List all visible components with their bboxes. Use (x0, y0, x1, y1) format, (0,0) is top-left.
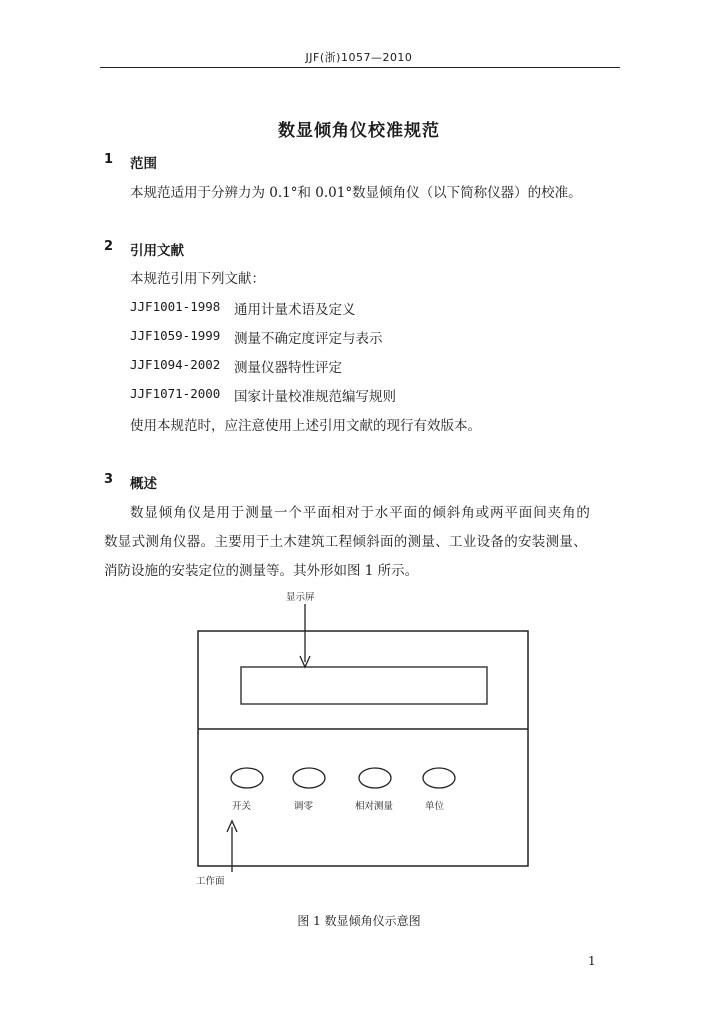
section-1-text: 本规范适用于分辨力为 0.1°和 0.01°数显倾角仪（以下简称仪器）的校准。 (130, 185, 582, 201)
section-3-line-2: 数显式测角仪器。主要用于土木建筑工程倾斜面的测量、工业设备的安装测量、 (104, 534, 587, 550)
figure-caption: 图 1 数显倾角仪示意图 (297, 914, 421, 928)
reference-code: JJF1001-1998 (130, 299, 221, 314)
power-button-label: 开关 (232, 801, 252, 812)
reference-code: JJF1059-1999 (130, 328, 221, 343)
section-1-title: 范围 (130, 156, 157, 172)
unit-button-shape (423, 768, 455, 788)
display-label: 显示屏 (286, 592, 315, 603)
section-1-number: 1 (104, 152, 114, 167)
section-2-intro: 本规范引用下列文献： (130, 271, 265, 287)
device-body (198, 631, 528, 866)
section-2-number: 2 (104, 239, 114, 254)
reference-code: JJF1071-2000 (130, 386, 221, 401)
section-3-number: 3 (104, 472, 114, 487)
document-title: 数显倾角仪校准规范 (278, 121, 440, 141)
relative-measure-button-label: 相对测量 (355, 801, 394, 812)
power-button-shape (231, 768, 263, 788)
section-3-line-3: 消防设施的安装定位的测量等。其外形如图 1 所示。 (104, 563, 419, 579)
reference-name: 国家计量校准规范编写规则 (234, 389, 396, 405)
reference-code: JJF1094-2002 (130, 357, 221, 372)
reference-name: 测量不确定度评定与表示 (234, 331, 383, 347)
document-code-header: JJF(浙)1057—2010 (305, 51, 413, 64)
reference-name: 通用计量术语及定义 (234, 302, 356, 318)
section-3-line-1: 数显倾角仪是用于测量一个平面相对于水平面的倾斜角或两平面间夹角的 (130, 505, 591, 521)
section-2-note: 使用本规范时，应注意使用上述引用文献的现行有效版本。 (130, 418, 481, 434)
zero-button-shape (293, 768, 325, 788)
reference-name: 测量仪器特性评定 (234, 360, 342, 376)
unit-button-label: 单位 (425, 801, 445, 812)
section-3-title: 概述 (130, 476, 157, 492)
zero-button-label: 调零 (294, 801, 314, 812)
relative-button-shape (359, 768, 391, 788)
page-number: 1 (588, 954, 596, 968)
section-2-title: 引用文献 (130, 243, 184, 259)
display-screen (241, 667, 487, 704)
working-surface-label: 工作面 (196, 876, 225, 887)
